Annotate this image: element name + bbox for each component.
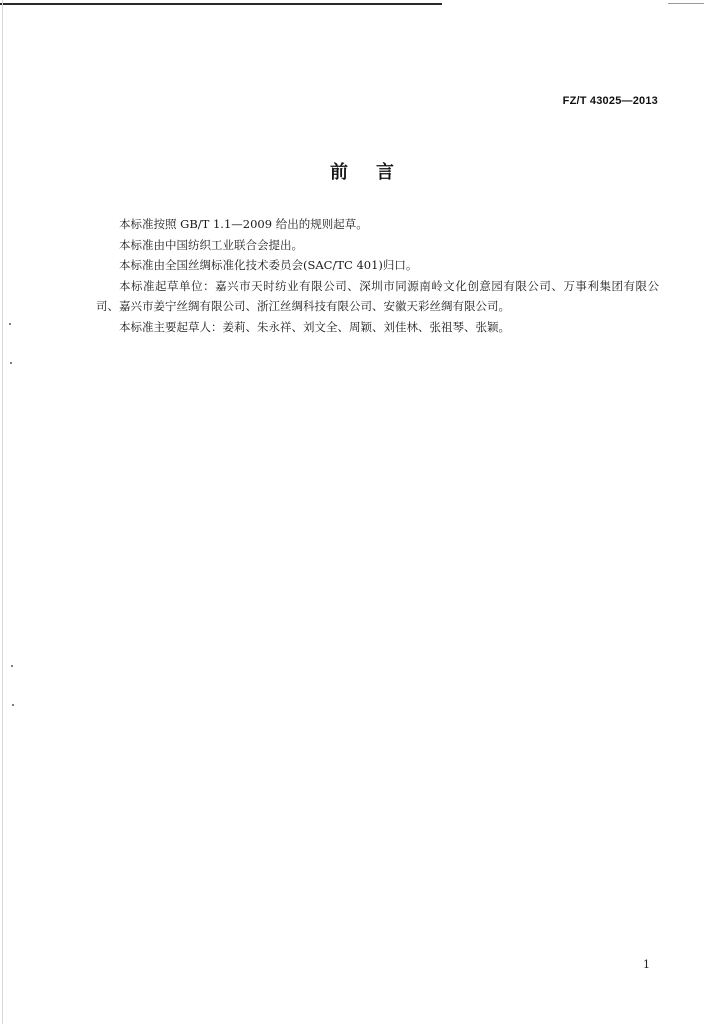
page-title: 前言 [330, 162, 422, 183]
scan-left-edge [2, 0, 3, 1024]
paragraph-drafting-rules: 本标准按照 GB/T 1.1—2009 给出的规则起草。 [119, 217, 368, 231]
paragraph-proposer: 本标准由中国纺织工业联合会提出。 [119, 237, 303, 252]
foreword-body [96, 214, 659, 337]
scan-top-rule-right [668, 3, 704, 4]
scan-speck [11, 665, 13, 667]
scan-speck [10, 362, 12, 364]
page-number: 1 [643, 958, 650, 971]
paragraph-main-drafters: 本标准主要起草人：姜莉、朱永祥、刘文全、周颖、刘佳林、张祖琴、张颖。 [119, 319, 510, 334]
standard-code: FZ/T 43025—2013 [562, 95, 658, 107]
scan-speck [12, 704, 14, 706]
paragraph-technical-committee: 本标准由全国丝绸标准化技术委员会(SAC/TC 401)归口。 [119, 258, 418, 272]
scan-speck [9, 323, 11, 325]
scan-top-rule [0, 3, 442, 5]
paragraph-drafting-organizations: 本标准起草单位：嘉兴市天时纺业有限公司、深圳市同源南岭文化创意园有限公司、万事利集团有限公司、嘉兴市姜宁丝绸有限公司、浙江丝绸科技有限公司、安徽天彩丝绸有限公司。 [96, 278, 659, 313]
